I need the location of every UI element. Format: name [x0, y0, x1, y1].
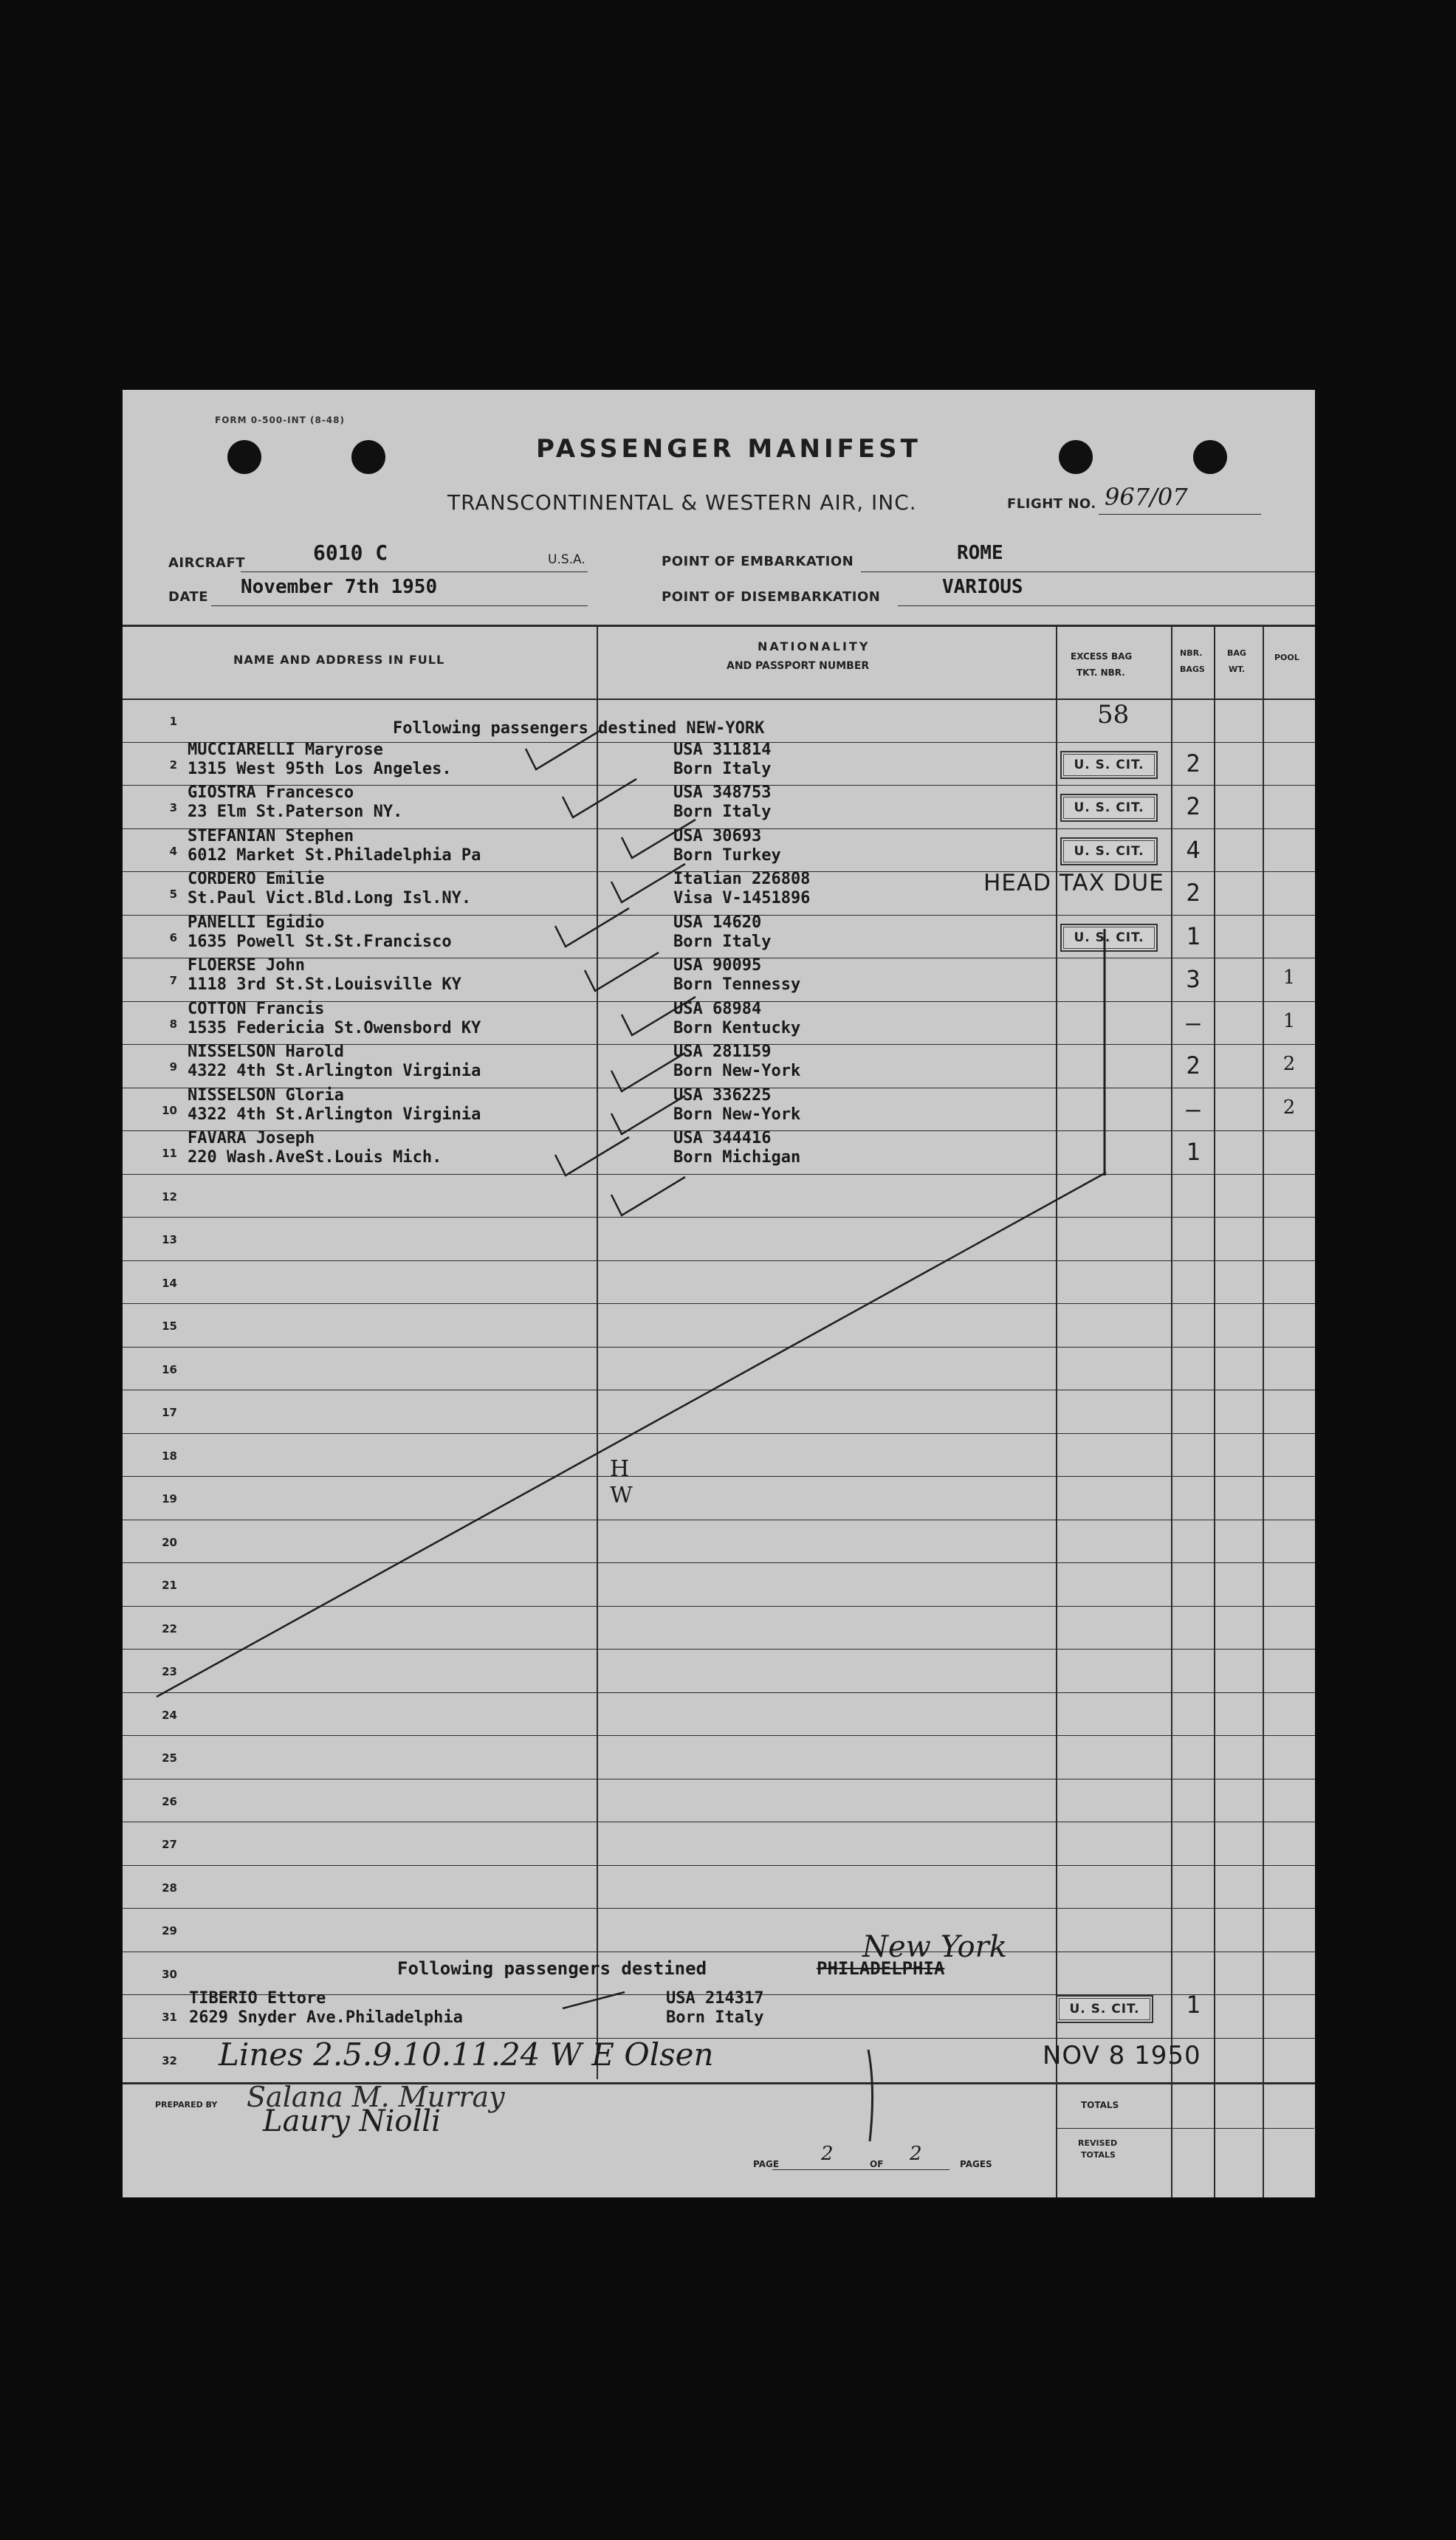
row-number: 9 — [169, 1060, 177, 1074]
col-header-nbr: NBR. — [1180, 648, 1203, 658]
row-number: 8 — [169, 1017, 177, 1031]
page-current: 2 — [821, 2143, 834, 2165]
passport-number: USA 311814 — [673, 740, 772, 759]
aircraft-country: U.S.A. — [548, 552, 586, 567]
handwritten-annotation: Lines 2.5.9.10.11.24 W E Olsen — [219, 2036, 714, 2073]
col-header-ticket-nbr: TKT. NBR. — [1076, 667, 1125, 678]
destination-note-newyork: Following passengers destined NEW-YORK — [393, 719, 765, 738]
birthplace: Born New-York — [673, 1105, 801, 1124]
check-mark — [526, 731, 600, 769]
bag-count: 2 — [1186, 879, 1201, 907]
check-mark — [622, 820, 696, 858]
row-number: 22 — [162, 1621, 177, 1635]
col-header-wt: WT. — [1229, 665, 1246, 674]
totals-label: TOTALS — [1081, 2100, 1119, 2110]
birthplace: Born Kentucky — [673, 1018, 801, 1037]
row-number: 29 — [162, 1924, 177, 1937]
passenger-name: STEFANIAN Stephen — [188, 826, 354, 845]
bag-count: – — [1186, 1094, 1201, 1123]
passport-number: USA 14620 — [673, 913, 762, 932]
row-number: 27 — [162, 1838, 177, 1851]
passenger-name: PANELLI Egidio — [188, 913, 325, 932]
page-label: PAGE — [753, 2159, 780, 2169]
disembarkation-label: POINT OF DISEMBARKATION — [662, 589, 881, 605]
passenger-address: 4322 4th St.Arlington Virginia — [188, 1062, 481, 1080]
passport-number: USA 348753 — [673, 783, 772, 802]
passenger-address: 1118 3rd St.St.Louisville KY — [188, 975, 461, 994]
birthplace: Born Italy — [673, 932, 772, 951]
flight-no-value: 967/07 — [1105, 483, 1188, 511]
passenger-name: FLOERSE John — [188, 956, 305, 975]
passenger-name: NISSELSON Harold — [188, 1043, 344, 1061]
page-total: 2 — [910, 2143, 922, 2165]
check-mark — [585, 952, 659, 991]
passenger-address: 4322 4th St.Arlington Virginia — [188, 1105, 481, 1124]
citizen-stamp: U. S. CIT. — [1056, 1995, 1153, 2023]
col-header-passport: AND PASSPORT NUMBER — [727, 660, 870, 672]
row-number: 7 — [169, 974, 177, 987]
birthplace: Born Turkey — [673, 845, 781, 865]
col-header-excess-bag: EXCESS BAG — [1071, 651, 1133, 662]
date-value: November 7th 1950 — [241, 576, 438, 598]
page-of-label: OF — [870, 2159, 884, 2169]
manifest-sheet — [123, 390, 1315, 2197]
passport-number: USA 336225 — [673, 1085, 772, 1105]
bag-count: – — [1186, 1008, 1201, 1037]
birthplace: Born Michigan — [673, 1148, 801, 1167]
row-number: 24 — [162, 1708, 177, 1722]
disembarkation-value: VARIOUS — [942, 576, 1023, 598]
check-mark — [611, 1053, 685, 1091]
passenger-address: 220 Wash.AveSt.Louis Mich. — [188, 1148, 442, 1167]
passport-number: USA 344416 — [673, 1129, 772, 1147]
row-number: 26 — [162, 1794, 177, 1808]
col-header-bag-wt: BAG — [1227, 648, 1246, 658]
row-number: 11 — [162, 1147, 177, 1160]
wife-mark: W — [610, 1483, 633, 1508]
check-mark — [611, 1096, 685, 1134]
passenger-name: COTTON Francis — [188, 999, 325, 1018]
col-header-name: NAME AND ADDRESS IN FULL — [233, 653, 445, 667]
passenger-name: MUCCIARELLI Maryrose — [188, 740, 383, 759]
embarkation-label: POINT OF EMBARKATION — [662, 554, 854, 569]
pool-count: 1 — [1282, 1009, 1296, 1032]
row-number: 6 — [169, 930, 177, 944]
aircraft-value: 6010 C — [313, 540, 388, 565]
prepared-by-label: PREPARED BY — [155, 2100, 218, 2110]
check-mark — [555, 908, 629, 947]
destination-typed-crossed: PHILADELPHIA — [817, 1958, 945, 1979]
row-number: 19 — [162, 1492, 177, 1506]
row-number: 28 — [162, 1881, 177, 1895]
bag-count: 2 — [1186, 749, 1201, 778]
manifest-title: PASSENGER MANIFEST — [536, 434, 921, 464]
row-number: 10 — [162, 1103, 177, 1117]
pages-label: PAGES — [960, 2159, 992, 2169]
row-number: 32 — [162, 2053, 177, 2067]
birthplace: Born Italy — [673, 803, 772, 821]
row-number: 4 — [169, 844, 177, 858]
flight-no-label: FLIGHT NO. — [1007, 496, 1096, 512]
check-mark — [622, 997, 696, 1035]
destination-note-2: Following passengers destined — [397, 1958, 707, 1979]
citizen-stamp: U. S. CIT. — [1060, 924, 1158, 952]
row-number: 2 — [169, 758, 177, 772]
row-number: 13 — [162, 1233, 177, 1246]
passenger-address: 1535 Federicia St.Owensbord KY — [188, 1018, 481, 1037]
citizen-stamp: U. S. CIT. — [1060, 751, 1158, 779]
passenger-address: 1635 Powell St.St.Francisco — [188, 932, 452, 951]
pool-count: 2 — [1282, 1096, 1296, 1119]
form-number: FORM 0-500-INT (8-48) — [215, 415, 345, 425]
birthplace: Born Tennessy — [673, 975, 801, 994]
husband-mark: H — [610, 1456, 630, 1482]
airline-name: TRANSCONTINENTAL & WESTERN AIR, INC. — [447, 490, 917, 515]
row-number: 20 — [162, 1535, 177, 1549]
aircraft-label: AIRCRAFT — [168, 555, 246, 571]
passenger-24-address: 2629 Snyder Ave.Philadelphia — [189, 2008, 463, 2027]
embarkation-value: ROME — [957, 542, 1003, 564]
passport-number: USA 90095 — [673, 956, 762, 975]
birthplace: Born New-York — [673, 1062, 801, 1080]
passenger-name: NISSELSON Gloria — [188, 1085, 344, 1105]
bag-count: 2 — [1186, 792, 1201, 820]
col-header-pool: POOL — [1274, 653, 1299, 662]
row-number: 25 — [162, 1751, 177, 1765]
passenger-name: CORDERO Emilie — [188, 870, 325, 888]
bag-count: 1 — [1186, 921, 1201, 950]
row-number: 17 — [162, 1406, 177, 1419]
bag-count: 1 — [1186, 1138, 1201, 1166]
row-number: 15 — [162, 1319, 177, 1333]
passenger-name: GIOSTRA Francesco — [188, 783, 354, 802]
revised-totals-label: TOTALS — [1081, 2150, 1116, 2160]
row-number: 1 — [169, 715, 177, 728]
check-mark — [611, 864, 685, 902]
row-number: 3 — [169, 801, 177, 814]
row-number: 14 — [162, 1276, 177, 1290]
bag-count: 4 — [1186, 835, 1201, 864]
passenger-name: FAVARA Joseph — [188, 1129, 315, 1147]
col-header-nationality: NATIONALITY — [758, 639, 870, 653]
passenger-24-birthplace: Born Italy — [666, 2008, 764, 2027]
pool-count: 2 — [1282, 1053, 1296, 1075]
bag-count: 1 — [1186, 1991, 1201, 2019]
row-number: 21 — [162, 1579, 177, 1592]
row-number: 12 — [162, 1190, 177, 1204]
birthplace: Visa V-1451896 — [673, 889, 811, 907]
row-number: 18 — [162, 1449, 177, 1463]
row-number: 16 — [162, 1362, 177, 1376]
bag-count: 2 — [1186, 1051, 1201, 1080]
passenger-24-passport: USA 214317 — [666, 1989, 764, 2008]
passenger-address: 23 Elm St.Paterson NY. — [188, 803, 403, 821]
passenger-address: 6012 Market St.Philadelphia Pa — [188, 845, 481, 865]
passenger-24-name: TIBERIO Ettore — [189, 1989, 326, 2008]
row-number: 30 — [162, 1967, 177, 1981]
passport-number: USA 281159 — [673, 1043, 772, 1061]
row-number: 5 — [169, 888, 177, 901]
revised-label: REVISED — [1078, 2138, 1118, 2148]
check-mark — [555, 1137, 629, 1175]
pool-count: 1 — [1282, 967, 1296, 989]
date-stamp: NOV 8 1950 — [1043, 2041, 1201, 2070]
destination-handwritten: New York — [862, 1930, 1007, 1964]
passport-number: Italian 226808 — [673, 870, 811, 888]
strike-lines — [123, 390, 1315, 2197]
citizen-stamp: U. S. CIT. — [1060, 794, 1158, 822]
col-header-bags: BAGS — [1180, 665, 1205, 674]
passport-number: USA 30693 — [673, 826, 762, 845]
row-number: 23 — [162, 1665, 177, 1678]
check-mark — [563, 1992, 625, 2008]
citizen-stamp: U. S. CIT. — [1060, 837, 1158, 865]
head-tax-note: HEAD TAX DUE — [983, 870, 1164, 896]
passenger-address: St.Paul Vict.Bld.Long Isl.NY. — [188, 889, 472, 907]
excess-ticket-number: 58 — [1097, 700, 1130, 730]
date-label: DATE — [168, 589, 209, 605]
preparer-signature: Laury Niolli — [263, 2104, 441, 2138]
official-signature: Salana M. Murray — [247, 2081, 505, 2113]
check-mark — [611, 1177, 685, 1215]
passenger-address: 1315 West 95th Los Angeles. — [188, 759, 452, 778]
row-number: 31 — [162, 2011, 177, 2024]
check-mark — [563, 779, 636, 817]
bag-count: 3 — [1186, 965, 1201, 993]
birthplace: Born Italy — [673, 759, 772, 778]
passport-number: USA 68984 — [673, 999, 762, 1018]
